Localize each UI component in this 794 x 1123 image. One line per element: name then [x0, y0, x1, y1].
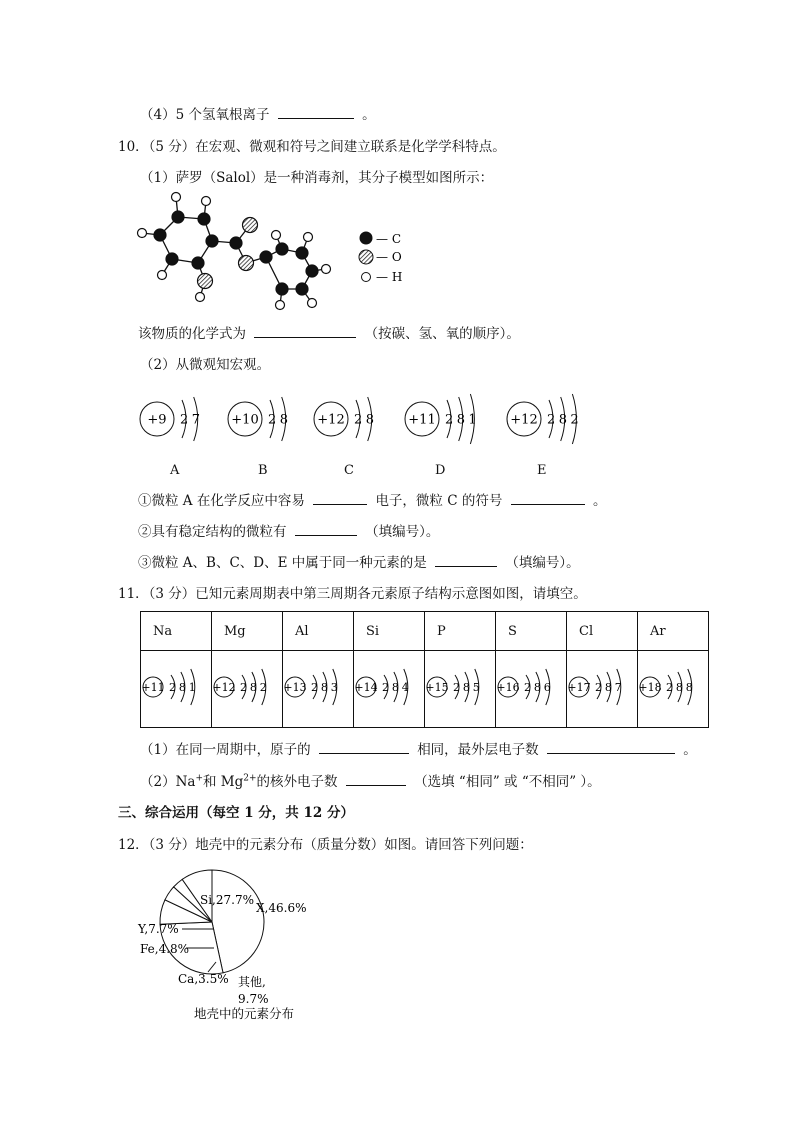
atom-diagram-C [312, 384, 402, 454]
answer-blank[interactable] [319, 741, 409, 754]
sub2-text-a: ②具有稳定结构的微粒有 [138, 524, 287, 540]
shell-electron-count: 2 [453, 680, 460, 694]
element-symbol-Si: Si [354, 612, 425, 651]
shell-electron-count: 2 [595, 680, 602, 694]
formula-line [138, 322, 520, 342]
atom-diagram-A [138, 384, 228, 454]
atom-diagram-B [226, 384, 316, 454]
particle-label-B: B [258, 463, 268, 478]
atom-diagram-Mg [212, 651, 270, 723]
element-diagram-Al [283, 651, 354, 728]
shell-electron-count: 8 [456, 412, 465, 428]
particle-label-D: D [435, 463, 446, 478]
legend-h: — H [376, 270, 403, 284]
shell-electron-count: 8 [462, 680, 470, 694]
element-symbol-Al: Al [283, 612, 354, 651]
q11-2-line [140, 770, 601, 790]
q10-1-text: （1）萨罗（Salol）是一种消毒剂，其分子模型如图所示： [140, 170, 494, 186]
pie-title: 地壳中的元素分布 [194, 1006, 295, 1021]
q11-2-text-b: 和 Mg [203, 774, 244, 790]
nucleus-charge: +14 [354, 680, 378, 694]
element-diagram-Na [141, 651, 212, 728]
q10-header: 10．（5 分）在宏观、微观和符号之间建立联系是化学学科特点。 [118, 139, 506, 155]
answer-blank[interactable] [278, 106, 354, 119]
shell-electron-count: 8 [685, 680, 693, 694]
pie-label-0: X,46.6% [256, 901, 307, 915]
atom-diagram-Si [354, 651, 412, 723]
answer-blank[interactable] [435, 554, 497, 567]
nucleus-charge: +17 [567, 680, 591, 694]
formula-prefix: 该物质的化学式为 [138, 326, 246, 342]
shell-electron-count: 7 [191, 412, 200, 428]
diagram-row [141, 651, 709, 728]
shell-electron-count: 2 [570, 412, 579, 428]
answer-blank[interactable] [547, 741, 675, 754]
shell-electron-count: 2 [180, 412, 189, 428]
q11-header: 11．（3 分）已知元素周期表中第三周期各元素原子结构示意图如图，请填空。 [118, 586, 587, 602]
shell-electron-count: 8 [279, 412, 288, 428]
q9-4-line [140, 103, 376, 123]
sub1-text-b: 电子，微粒 C 的符号 [375, 493, 503, 509]
shell-electron-count: 2 [311, 680, 318, 694]
atom-diagram-P [425, 651, 483, 723]
particle-label-E: E [537, 463, 547, 478]
shell-electron-count: 2 [268, 412, 277, 428]
nucleus-charge: +11 [408, 412, 436, 428]
shell-electron-count: 5 [472, 680, 480, 694]
element-diagram-S [496, 651, 567, 728]
shell-electron-count: 1 [188, 680, 196, 694]
pie-label-4: Ca,3.5% [178, 972, 229, 986]
pie-label-5: 其他, [238, 975, 266, 989]
sub3-text-b: （填编号）。 [505, 555, 580, 571]
symbol-row [141, 612, 709, 651]
pie-label-6: 9.7% [238, 992, 269, 1006]
q10-2-text: （2）从微观知宏观。 [140, 357, 271, 373]
sub3-text-a: ③微粒 A、B、C、D、E 中属于同一种元素的是 [138, 555, 427, 571]
element-symbol-Cl: Cl [567, 612, 638, 651]
shell-electron-count: 8 [558, 412, 567, 428]
element-symbol-S: S [496, 612, 567, 651]
particle-label-A: A [170, 463, 180, 478]
pie-label-2: Y,7.7% [138, 922, 179, 936]
atom-diagram-Ar [638, 651, 696, 723]
q11-1-text-c: 。 [683, 742, 697, 758]
q11-2-text-a: （2）Na [140, 774, 196, 790]
nucleus-charge: +12 [317, 412, 345, 428]
q11-1-text-b: 相同，最外层电子数 [417, 742, 539, 758]
element-diagram-Si [354, 651, 425, 728]
sub1-line [138, 489, 606, 509]
particle-B [226, 384, 316, 458]
nucleus-charge: +10 [231, 412, 259, 428]
nucleus-charge: +12 [212, 680, 236, 694]
atom-diagram-Cl [567, 651, 625, 723]
answer-blank[interactable] [313, 492, 367, 505]
formula-suffix: （按碳、氢、氧的顺序）。 [364, 326, 520, 342]
shell-electron-count: 8 [391, 680, 399, 694]
carbon-legend-icon [360, 232, 372, 244]
shell-electron-count: 7 [614, 680, 622, 694]
mg-charge: 2+ [243, 773, 257, 784]
period3-table [140, 611, 709, 728]
nucleus-charge: +9 [147, 412, 167, 428]
element-symbol-Na: Na [141, 612, 212, 651]
shell-electron-count: 1 [468, 412, 477, 428]
hydrogen-legend-icon [362, 273, 371, 282]
shell-electron-count: 2 [445, 412, 454, 428]
shell-electron-count: 8 [320, 680, 328, 694]
shell-electron-count: 8 [675, 680, 683, 694]
atom-diagram-Al [283, 651, 341, 723]
sub1-text-c: 。 [592, 493, 607, 509]
atom-diagram-D [403, 384, 493, 454]
shell-electron-count: 2 [240, 680, 247, 694]
q11-1-line [140, 738, 697, 758]
sub1-text-a: ①微粒 A 在化学反应中容易 [138, 493, 305, 509]
shell-electron-count: 2 [666, 680, 673, 694]
atom-diagram-Na [141, 651, 199, 723]
shell-electron-count: 2 [259, 680, 267, 694]
oxygen-legend-icon [359, 250, 373, 264]
shell-electron-count: 2 [547, 412, 556, 428]
shell-electron-count: 2 [382, 680, 389, 694]
answer-blank[interactable] [511, 492, 585, 505]
answer-blank[interactable] [295, 523, 357, 536]
q9-4-text: （4）5 个氢氧根离子 [140, 107, 270, 123]
legend-c: — C [376, 232, 401, 246]
particle-A [138, 384, 228, 458]
q12-header: 12．（3 分）地壳中的元素分布（质量分数）如图。请回答下列问题： [118, 837, 533, 853]
particle-C [312, 384, 402, 458]
nucleus-charge: +15 [425, 680, 449, 694]
formula-blank[interactable] [254, 325, 356, 338]
shell-electron-count: 2 [169, 680, 176, 694]
nucleus-charge: +12 [510, 412, 538, 428]
element-diagram-P [425, 651, 496, 728]
nucleus-charge: +18 [638, 680, 662, 694]
element-symbol-P: P [425, 612, 496, 651]
shell-electron-count: 2 [524, 680, 531, 694]
shell-electron-count: 6 [543, 680, 551, 694]
particle-label-C: C [344, 463, 354, 478]
particle-D [403, 384, 493, 458]
shell-electron-count: 3 [330, 680, 338, 694]
shell-electron-count: 8 [178, 680, 186, 694]
answer-blank[interactable] [346, 773, 406, 786]
atom-diagram-S [496, 651, 554, 723]
particle-E [505, 384, 595, 458]
shell-electron-count: 8 [249, 680, 257, 694]
pie-label-3: Fe,4.8% [140, 942, 190, 956]
crust-element-pie-chart [130, 862, 350, 1032]
sub3-line [138, 551, 580, 571]
nucleus-charge: +16 [496, 680, 520, 694]
section-3-heading: 三、综合运用（每空 1 分，共 12 分） [118, 805, 354, 821]
q11-2-text-c: 的核外电子数 [256, 774, 338, 790]
salol-molecule-model [130, 183, 430, 313]
element-symbol-Ar: Ar [638, 612, 709, 651]
atom-diagram-E [505, 384, 595, 454]
sub2-text-b: （填编号）。 [365, 524, 440, 540]
element-symbol-Mg: Mg [212, 612, 283, 651]
q11-1-text-a: （1）在同一周期中，原子的 [140, 742, 311, 758]
q9-4-end: 。 [362, 107, 376, 123]
shell-electron-count: 8 [365, 412, 374, 428]
sub2-line [138, 520, 439, 540]
nucleus-charge: +11 [141, 680, 165, 694]
element-diagram-Cl [567, 651, 638, 728]
shell-electron-count: 8 [533, 680, 541, 694]
element-diagram-Mg [212, 651, 283, 728]
nucleus-charge: +13 [283, 680, 307, 694]
na-charge: + [195, 773, 203, 784]
q11-2-text-d: （选填 “相同” 或 “不相同” ）。 [414, 774, 601, 790]
pie-label-1: Si,27.7% [200, 893, 254, 907]
shell-electron-count: 2 [354, 412, 363, 428]
shell-electron-count: 8 [604, 680, 612, 694]
shell-electron-count: 4 [401, 680, 409, 694]
legend-o: — O [376, 250, 402, 264]
element-diagram-Ar [638, 651, 709, 728]
